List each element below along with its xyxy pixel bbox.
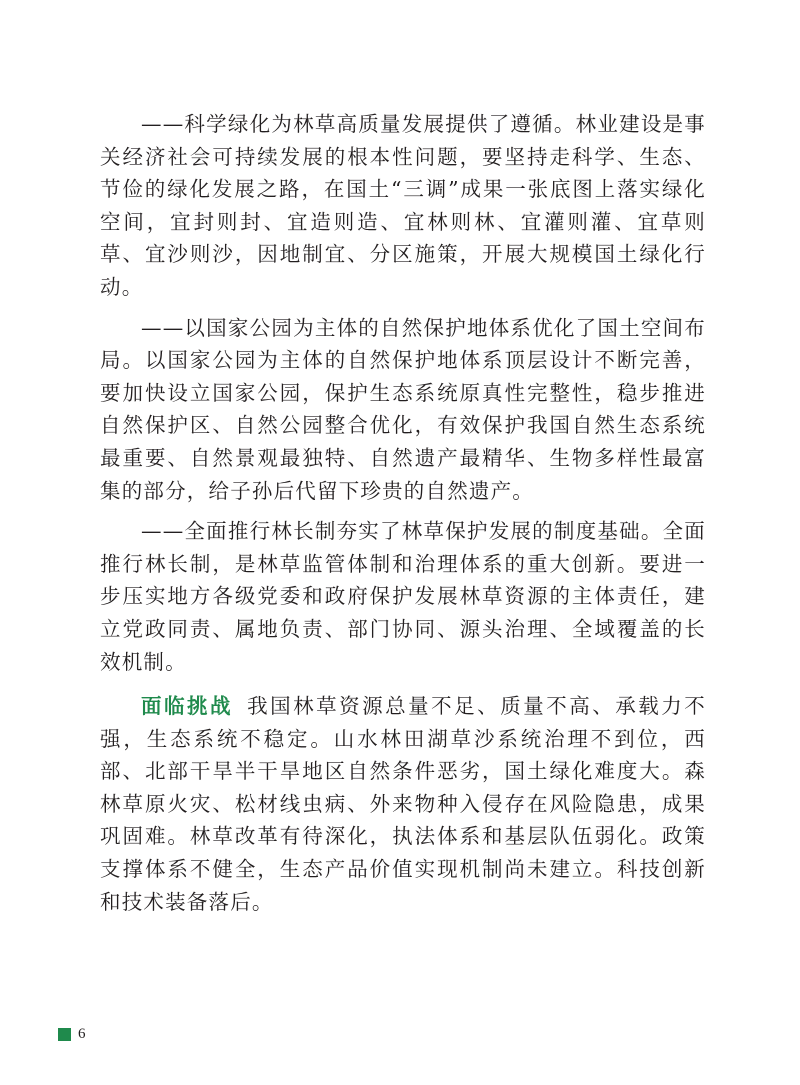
paragraph-scientific-greening: ——科学绿化为林草高质量发展提供了遵循。林业建设是事关经济社会可持续发展的根本性问题，要坚持走科学、生态、节俭的绿化发展之路，在国土“三调”成果一张底图上落实绿化空间，宜封则封、宜造则造、宜林则林、宜灌则灌、宜草则草、宜沙则沙，因地制宜、分区施策，开展大规模国土绿化行动。 — [100, 112, 706, 299]
paragraph-forest-chief-system: ——全面推行林长制夯实了林草保护发展的制度基础。全面推行林长制，是林草监管体制和治理体系的重大创新。要进一步压实地方各级党委和政府保护发展林草资源的主体责任，建立党政同责、属地负责、部门协同、源头治理、全域覆盖的长效机制。 — [100, 519, 706, 674]
page-body — [100, 108, 706, 926]
paragraph-national-parks: ——以国家公园为主体的自然保护地体系优化了国土空间布局。以国家公园为主体的自然保护地体系顶层设计不断完善，要加快设立国家公园，保护生态系统原真性完整性，稳步推进自然保护区、自然公园整合优化，有效保护我国自然生态系统最重要、自然景观最独特、自然遗产最精华、生物多样性最富集的部分，给子孙后代留下珍贵的自然遗产。 — [100, 315, 706, 503]
page-marker-square-icon — [58, 1028, 71, 1041]
page-number: 6 — [78, 1026, 86, 1042]
paragraph-challenges — [100, 690, 706, 918]
page-footer — [58, 1026, 86, 1043]
challenges-text: 我国林草资源总量不足、质量不高、承载力不强，生态系统不稳定。山水林田湖草沙系统治理不到位，西部、北部干旱半干旱地区自然条件恶劣，国土绿化难度大。森林草原火灾、松材线虫病、外来物种入侵存在风险隐患，成果巩固难。林草改革有待深化，执法体系和基层队伍弱化。政策支撑体系不健全，生态产品价值实现机制尚未建立。科技创新和技术装备落后。 — [100, 694, 706, 914]
challenges-heading: 面临挑战 — [141, 694, 234, 719]
